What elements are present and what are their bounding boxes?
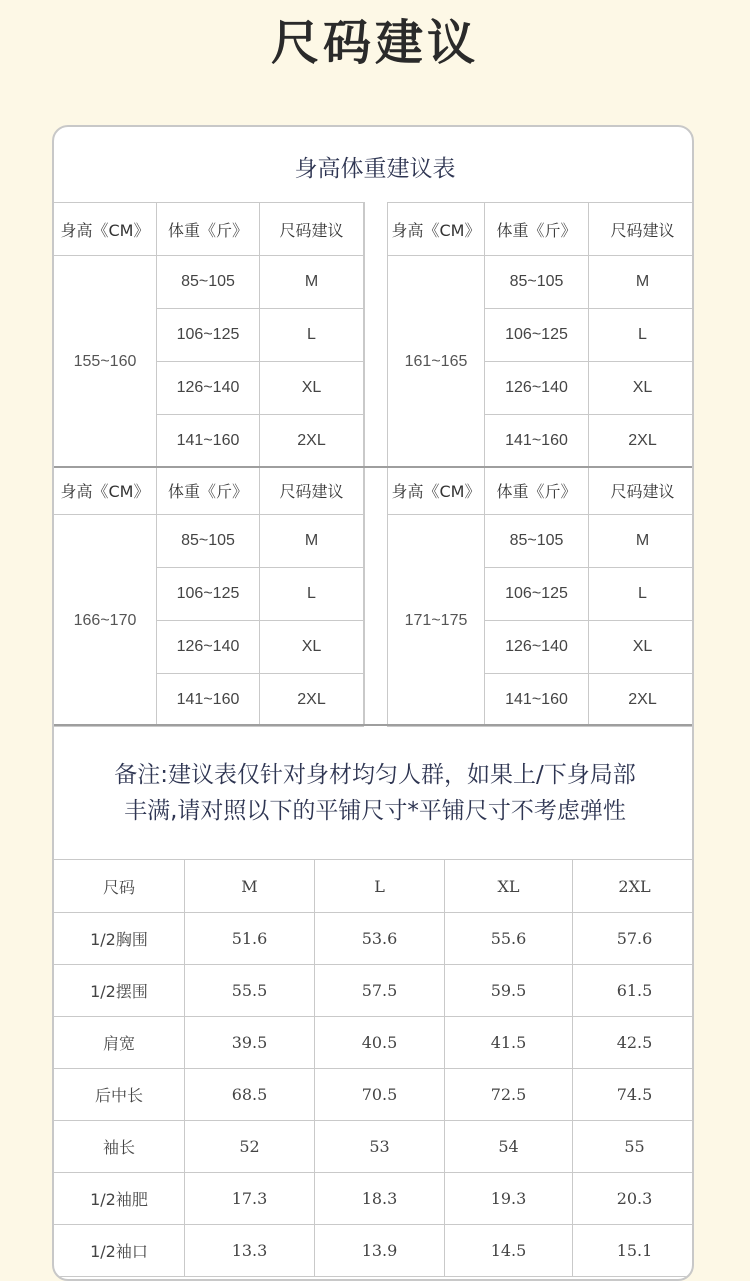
table-row: [54, 1225, 695, 1277]
measurement-value-cell: 53.6: [315, 913, 445, 965]
measurement-value-cell: 20.3: [573, 1173, 695, 1225]
measurement-value-cell: 41.5: [445, 1017, 573, 1069]
table-row: [54, 1121, 695, 1173]
height-block-1: [53, 202, 364, 468]
header-cell: 身高《CM》: [54, 203, 157, 256]
measurement-value-cell: 14.5: [445, 1225, 573, 1277]
header-cell: 体重《斤》: [157, 467, 260, 515]
note: [54, 757, 694, 829]
size-guide-card: [52, 125, 694, 1281]
measurement-value-cell: 57.6: [573, 913, 695, 965]
table-row: [54, 965, 695, 1017]
header-cell: 体重《斤》: [485, 467, 589, 515]
weight-range-cell: 85~105: [157, 515, 260, 568]
measurement-value-cell: 57.5: [315, 965, 445, 1017]
size-suggestion-cell: XL: [589, 621, 695, 674]
header-cell: 体重《斤》: [157, 203, 260, 256]
measurement-value-cell: 18.3: [315, 1173, 445, 1225]
weight-range-cell: 85~105: [485, 256, 589, 309]
measurement-value-cell: 17.3: [185, 1173, 315, 1225]
measurement-label-cell: 1/2胸围: [54, 913, 185, 965]
table-row: [54, 515, 364, 568]
measurement-value-cell: 70.5: [315, 1069, 445, 1121]
header-cell: 身高《CM》: [388, 467, 485, 515]
header-cell: 体重《斤》: [485, 203, 589, 256]
size-suggestion-cell: L: [260, 309, 364, 362]
measurement-value-cell: 72.5: [445, 1069, 573, 1121]
measurement-value-cell: 19.3: [445, 1173, 573, 1225]
measurement-value-cell: 52: [185, 1121, 315, 1173]
measurement-value-cell: 68.5: [185, 1069, 315, 1121]
header-cell: 尺码: [54, 860, 185, 913]
table-row: [54, 1017, 695, 1069]
block-divider: [54, 466, 694, 468]
measurement-label-cell: 1/2袖口: [54, 1225, 185, 1277]
flat-size-table: [53, 859, 694, 1277]
measurement-value-cell: 13.9: [315, 1225, 445, 1277]
size-suggestion-cell: 2XL: [589, 674, 695, 727]
height-weight-table-title: 身高体重建议表: [294, 156, 456, 182]
header-cell: 身高《CM》: [54, 467, 157, 515]
table-row: [388, 256, 695, 309]
height-block-4: [387, 466, 694, 727]
height-range-cell: 171~175: [388, 515, 485, 727]
header-cell: 尺码建议: [260, 467, 364, 515]
measurement-value-cell: 54: [445, 1121, 573, 1173]
size-suggestion-cell: L: [260, 568, 364, 621]
table-row: [54, 256, 364, 309]
table-row: [388, 515, 695, 568]
weight-range-cell: 85~105: [485, 515, 589, 568]
measurement-value-cell: 51.6: [185, 913, 315, 965]
section-divider: [54, 724, 694, 726]
measurement-value-cell: 59.5: [445, 965, 573, 1017]
weight-range-cell: 141~160: [485, 415, 589, 468]
table-header-row: [54, 860, 695, 913]
weight-range-cell: 106~125: [485, 568, 589, 621]
weight-range-cell: 126~140: [485, 621, 589, 674]
weight-range-cell: 141~160: [157, 415, 260, 468]
measurement-label-cell: 袖长: [54, 1121, 185, 1173]
measurement-value-cell: 55.5: [185, 965, 315, 1017]
height-range-cell: 161~165: [388, 256, 485, 468]
header-cell: 身高《CM》: [388, 203, 485, 256]
table-row: [54, 913, 695, 965]
flat-size-table-wrap: [54, 859, 694, 1277]
size-suggestion-cell: M: [260, 256, 364, 309]
column-gap-line: [364, 202, 365, 725]
weight-range-cell: 106~125: [157, 309, 260, 362]
weight-range-cell: 106~125: [485, 309, 589, 362]
size-suggestion-cell: M: [589, 256, 695, 309]
weight-range-cell: 141~160: [157, 674, 260, 727]
header-cell: 尺码建议: [589, 467, 695, 515]
header-cell: M: [185, 860, 315, 913]
size-suggestion-cell: L: [589, 568, 695, 621]
column-gap-line: [387, 202, 388, 725]
measurement-value-cell: 13.3: [185, 1225, 315, 1277]
size-suggestion-cell: 2XL: [260, 674, 364, 727]
header-cell: L: [315, 860, 445, 913]
table-row: [54, 1069, 695, 1121]
height-range-cell: 166~170: [54, 515, 157, 727]
note-line-2: 丰满,请对照以下的平铺尺寸*平铺尺寸不考虑弹性: [124, 798, 626, 824]
weight-range-cell: 106~125: [157, 568, 260, 621]
measurement-value-cell: 61.5: [573, 965, 695, 1017]
weight-range-cell: 126~140: [157, 362, 260, 415]
page-title: 尺码建议: [270, 15, 479, 71]
measurement-value-cell: 40.5: [315, 1017, 445, 1069]
size-suggestion-cell: L: [589, 309, 695, 362]
measurement-label-cell: 1/2摆围: [54, 965, 185, 1017]
header-cell: 2XL: [573, 860, 695, 913]
weight-range-cell: 141~160: [485, 674, 589, 727]
size-suggestion-cell: 2XL: [260, 415, 364, 468]
header-cell: 尺码建议: [589, 203, 695, 256]
measurement-label-cell: 1/2袖肥: [54, 1173, 185, 1225]
note-line-1: 备注:建议表仅针对身材均匀人群，如果上/下身局部: [114, 762, 636, 788]
size-suggestion-cell: M: [589, 515, 695, 568]
measurement-value-cell: 42.5: [573, 1017, 695, 1069]
measurement-label-cell: 肩宽: [54, 1017, 185, 1069]
weight-range-cell: 126~140: [157, 621, 260, 674]
height-block-2: [387, 202, 694, 468]
measurement-value-cell: 55: [573, 1121, 695, 1173]
weight-range-cell: 85~105: [157, 256, 260, 309]
header-cell: XL: [445, 860, 573, 913]
measurement-value-cell: 55.6: [445, 913, 573, 965]
header-cell: 尺码建议: [260, 203, 364, 256]
measurement-value-cell: 15.1: [573, 1225, 695, 1277]
size-suggestion-cell: XL: [589, 362, 695, 415]
measurement-value-cell: 39.5: [185, 1017, 315, 1069]
weight-range-cell: 126~140: [485, 362, 589, 415]
measurement-label-cell: 后中长: [54, 1069, 185, 1121]
size-suggestion-cell: XL: [260, 621, 364, 674]
size-suggestion-cell: M: [260, 515, 364, 568]
size-suggestion-cell: 2XL: [589, 415, 695, 468]
measurement-value-cell: 74.5: [573, 1069, 695, 1121]
size-suggestion-cell: XL: [260, 362, 364, 415]
height-range-cell: 155~160: [54, 256, 157, 468]
table-row: [54, 1173, 695, 1225]
height-block-3: [53, 466, 364, 727]
measurement-value-cell: 53: [315, 1121, 445, 1173]
